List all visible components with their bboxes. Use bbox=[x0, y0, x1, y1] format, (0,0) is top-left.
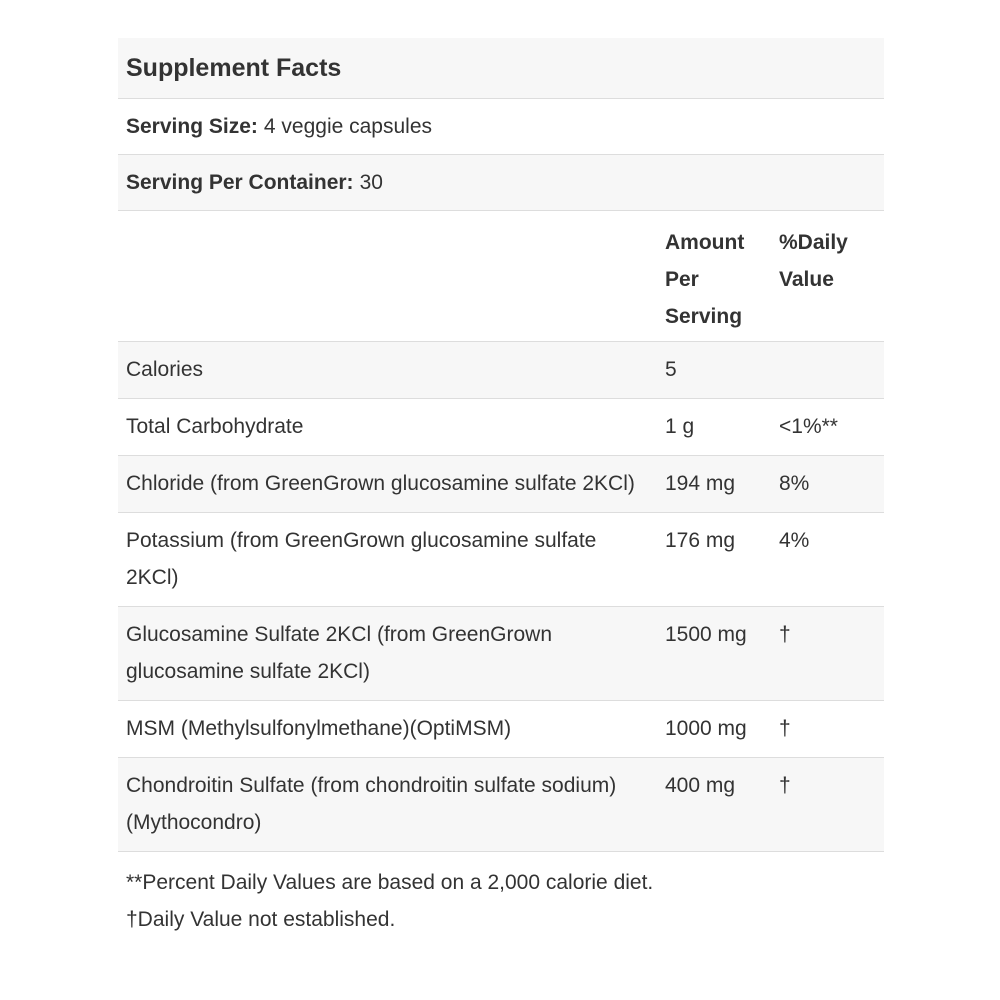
nutrient-amount: 1500 mg bbox=[657, 607, 771, 701]
nutrient-daily-value: † bbox=[771, 607, 884, 701]
nutrient-amount: 1 g bbox=[657, 399, 771, 456]
nutrient-amount: 194 mg bbox=[657, 456, 771, 513]
table-row bbox=[118, 607, 884, 701]
table-row bbox=[118, 758, 884, 852]
nutrient-daily-value: 8% bbox=[771, 456, 884, 513]
nutrient-daily-value: <1%** bbox=[771, 399, 884, 456]
nutrient-daily-value: 4% bbox=[771, 513, 884, 607]
table-row bbox=[118, 342, 884, 399]
nutrient-amount: 5 bbox=[657, 342, 771, 399]
nutrient-name: Chloride (from GreenGrown glucosamine sulfate 2KCl) bbox=[118, 456, 657, 513]
nutrient-name: Glucosamine Sulfate 2KCl (from GreenGrown glucosamine sulfate 2KCl) bbox=[118, 607, 657, 701]
nutrient-amount: 176 mg bbox=[657, 513, 771, 607]
table-row bbox=[118, 399, 884, 456]
nutrient-name: Chondroitin Sulfate (from chondroitin sulfate sodium) (Mythocondro) bbox=[118, 758, 657, 852]
serving-size-label: Serving Size: bbox=[126, 114, 258, 138]
nutrient-daily-value bbox=[771, 342, 884, 399]
footnote-percent-daily-values: **Percent Daily Values are based on a 2,000 calorie diet. bbox=[126, 871, 654, 894]
nutrient-name: Potassium (from GreenGrown glucosamine sulfate 2KCl) bbox=[118, 513, 657, 607]
footnotes bbox=[118, 852, 884, 938]
nutrient-daily-value: † bbox=[771, 758, 884, 852]
footnote-daily-value-not-established: †Daily Value not established. bbox=[126, 908, 396, 931]
nutrient-table bbox=[118, 211, 884, 852]
table-row bbox=[118, 513, 884, 607]
nutrient-amount: 400 mg bbox=[657, 758, 771, 852]
nutrient-name: Calories bbox=[118, 342, 657, 399]
nutrient-daily-value: † bbox=[771, 701, 884, 758]
serving-size-value: 4 veggie capsules bbox=[263, 114, 433, 138]
serving-size-row bbox=[118, 99, 884, 155]
header-amount-per-serving: Amount Per Serving bbox=[657, 211, 771, 342]
header-daily-value: %Daily Value bbox=[771, 211, 884, 342]
table-row bbox=[118, 456, 884, 513]
nutrient-name: MSM (Methylsulfonylmethane)(OptiMSM) bbox=[118, 701, 657, 758]
table-row bbox=[118, 701, 884, 758]
panel-title: Supplement Facts bbox=[118, 38, 884, 99]
nutrient-name: Total Carbohydrate bbox=[118, 399, 657, 456]
servings-per-container-label: Serving Per Container: bbox=[126, 170, 354, 194]
supplement-facts-panel bbox=[118, 38, 884, 938]
servings-per-container-value: 30 bbox=[359, 170, 383, 194]
header-nutrient bbox=[118, 211, 657, 342]
table-header-row bbox=[118, 211, 884, 342]
servings-per-container-row bbox=[118, 155, 884, 211]
nutrient-amount: 1000 mg bbox=[657, 701, 771, 758]
